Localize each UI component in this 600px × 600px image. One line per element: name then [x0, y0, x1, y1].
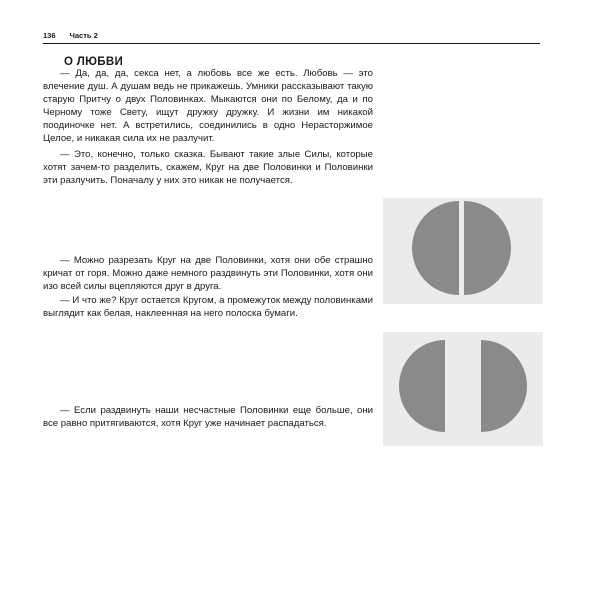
paragraph-5: — Если раздвинуть наши несчастные Половинки еще больше, они все равно притягиваются, хотя Круг уже начинает распадаться. — [43, 405, 373, 429]
running-header — [43, 31, 540, 44]
paragraph-1: — Да, да, да, секса нет, а любовь все же есть. Любовь — это влечение душ. А душам ведь не прикажешь. Умники рассказывают такую старую Притчу о двух Половинках. Мыкаются они по Белому, да и по Черному тоже Свету, ищут дружку дружку. И жизни им никакой поодиночке нет. А встретились, соединились в одно Нерасторжимое Целое, и никакая сила их не разлучит. — [43, 68, 373, 144]
paragraph-4: — И что же? Круг остается Кругом, а промежуток между половинками выглядит как белая, наклеенная на него полоска бумаги. — [43, 295, 373, 319]
paragraph-2: — Это, конечно, только сказка. Бывают такие злые Силы, которые хотят зачем-то разделить, скажем, Круг на две Половинки и Половинки эти разлучить. Поначалу у них это никак не получается. — [43, 149, 373, 186]
split-circle-illustration-2 — [383, 332, 543, 446]
page-number: 136 — [43, 31, 56, 40]
split-circle-illustration-1 — [383, 198, 543, 304]
chapter-title: О ЛЮБВИ — [64, 56, 124, 68]
paragraph-3: — Можно разрезать Круг на две Половинки, хотя они обе страшно кричат от горя. Можно даже немного раздвинуть эти Половинки, хотя они изо всей силы вцепляются друг в друга. — [43, 255, 373, 292]
illustration-panel — [383, 198, 543, 304]
section-title: Часть 2 — [69, 31, 98, 40]
